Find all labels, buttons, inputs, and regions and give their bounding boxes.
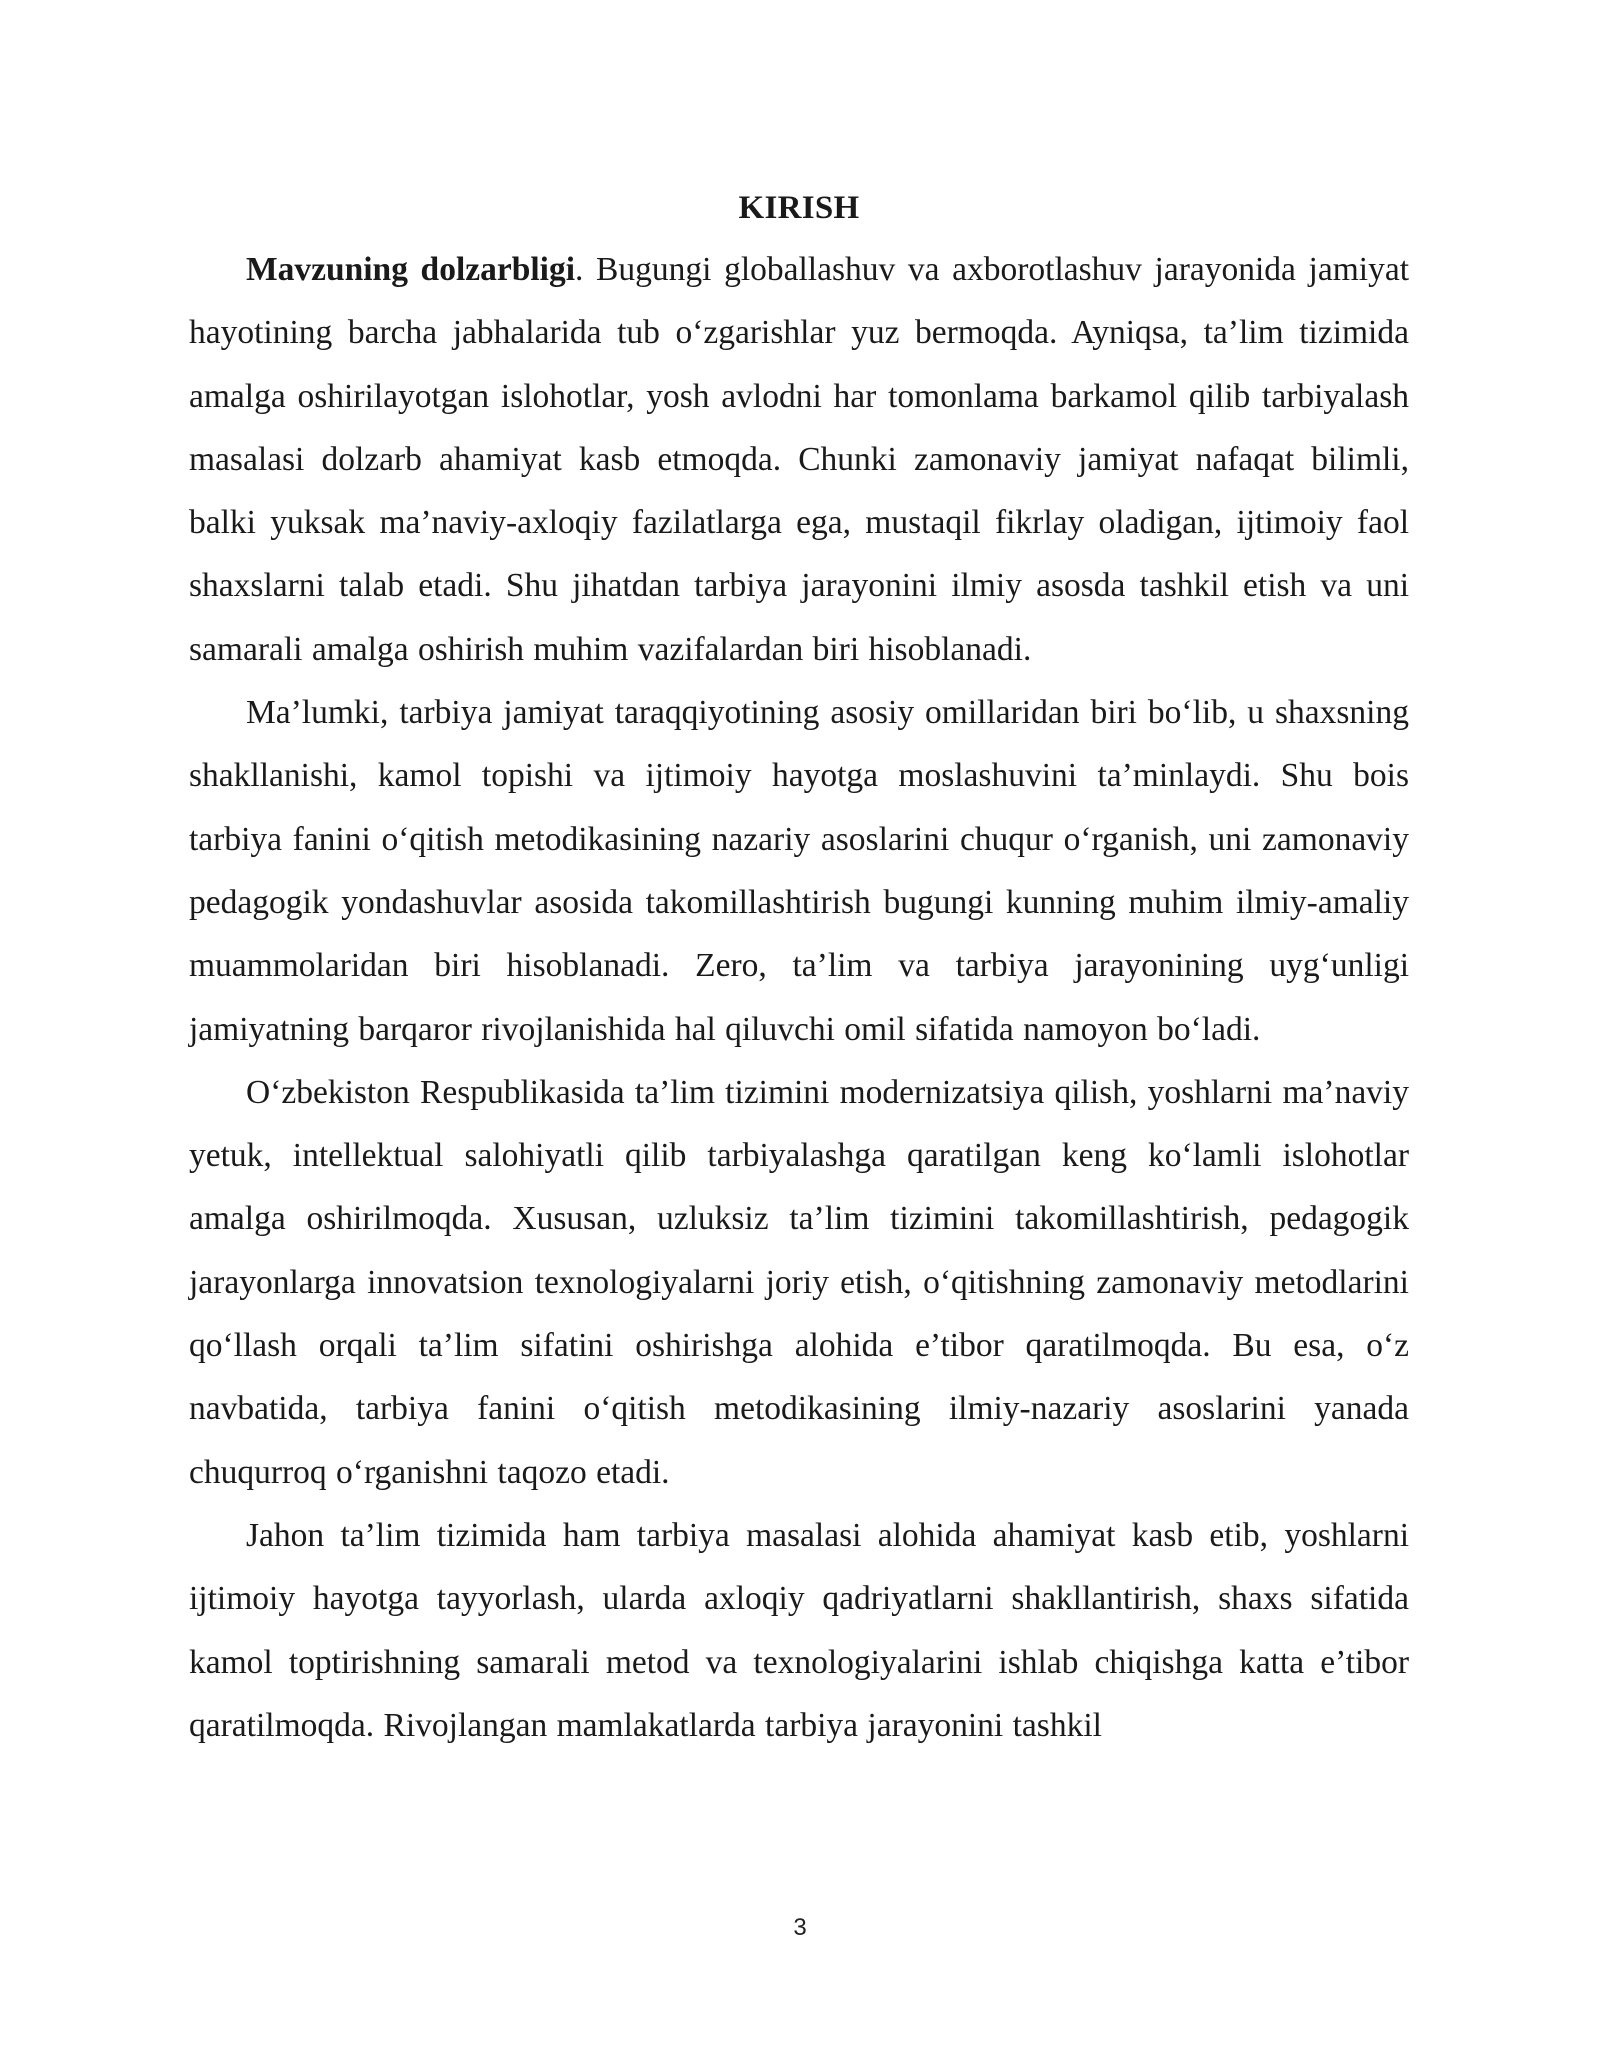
paragraph-4-text: Jahon ta’lim tizimida ham tarbiya masalasi alohida ahamiyat kasb etib, yoshlarni ijtimoiy hayotga tayyorlash, ularda axloqiy qadriyatlarni shakllantirish, shaxs sifatida kamol toptirishning samarali metod va texnologiyalarini ishlab chiqishga katta e’tibor qaratilmoqda. Rivojlangan mamlakatlarda tarbiya jarayonini tashkil [189,1516,1409,1744]
paragraph-3 [189,1061,1409,1504]
paragraph-2 [189,681,1409,1061]
paragraph-1 [189,238,1409,681]
paragraph-4 [189,1504,1409,1757]
page-content [189,184,1409,1757]
paragraph-2-text: Ma’lumki, tarbiya jamiyat taraqqiyotining asosiy omillaridan biri bo‘lib, u shaxsning shakllanishi, kamol topishi va ijtimoiy hayotga moslashuvini ta’minlaydi. Shu bois tarbiya fanini o‘qitish metodikasining nazariy asoslarini chuqur o‘rganish, uni zamonaviy pedagogik yondashuvlar asosida takomillashtirish bugungi kunning muhim ilmiy-amaliy muammolaridan biri hisoblanadi. Zero, ta’lim va tarbiya jarayonining uyg‘unligi jamiyatning barqaror rivojlanishida hal qiluvchi omil sifatida namoyon bo‘ladi. [189,694,1409,1048]
paragraph-1-lead: Mavzuning dolzarbligi [246,251,576,288]
page-number: 3 [793,1914,807,1941]
section-title: KIRISH [738,190,860,226]
paragraph-1-text: . Bugungi globallashuv va axborotlashuv jarayonida jamiyat hayotining barcha jabhalarida tub o‘zgarishlar yuz bermoqda. Ayniqsa, ta’lim tizimida amalga oshirilayotgan islohotlar, yosh avlodni har tomonlama barkamol qilib tarbiyalash masalasi dolzarb ahamiyat kasb etmoqda. Chunki zamonaviy jamiyat nafaqat bilimli, balki yuksak ma’naviy-axloqiy fazilatlarga ega, mustaqil fikrlay oladigan, ijtimoiy faol shaxslarni talab etadi. Shu jihatdan tarbiya jarayonini ilmiy asosda tashkil etish va uni samarali amalga oshirish muhim vazifalardan biri hisoblanadi. [189,251,1410,668]
paragraph-3-text: O‘zbekiston Respublikasida ta’lim tizimini modernizatsiya qilish, yoshlarni ma’naviy yetuk, intellektual salohiyatli qilib tarbiyalashga qaratilgan keng ko‘lamli islohotlar amalga oshirilmoqda. Xususan, uzluksiz ta’lim tizimini takomillashtirish, pedagogik jarayonlarga innovatsion texnologiyalarni joriy etish, o‘qitishning zamonaviy metodlarini qo‘llash orqali ta’lim sifatini oshirishga alohida e’tibor qaratilmoqda. Bu esa, o‘z navbatida, tarbiya fanini o‘qitish metodikasining ilmiy-nazariy asoslarini yanada chuqurroq o‘rganishni taqozo etadi. [189,1073,1409,1491]
